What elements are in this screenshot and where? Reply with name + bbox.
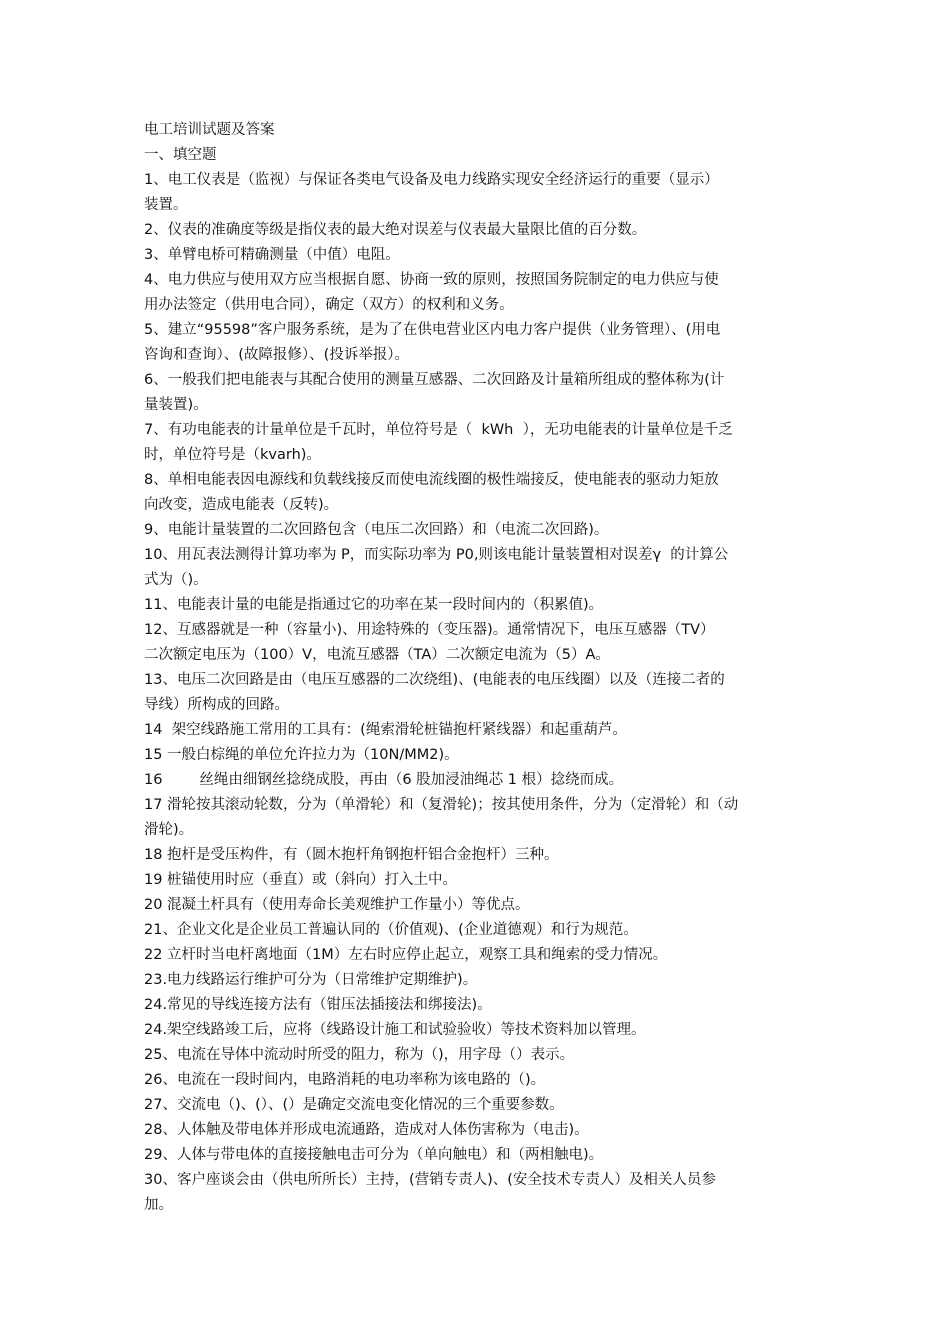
- question-line: 2、仪表的准确度等级是指仪表的最大绝对误差与仪表最大量限比值的百分数。: [144, 222, 647, 238]
- question-item: [144, 1068, 814, 1093]
- question-line: 20 混凝土杆具有（使用寿命长美观维护工作量小）等优点。: [144, 897, 530, 913]
- question-item: [144, 843, 814, 868]
- section-heading: 一、填空题: [144, 147, 217, 163]
- question-line: 向改变，造成电能表（反转)。: [144, 497, 339, 513]
- question-item: [144, 1018, 814, 1043]
- question-item: [144, 793, 814, 843]
- question-item: [144, 943, 814, 968]
- question-item: [144, 1143, 814, 1168]
- question-item: [144, 418, 814, 468]
- question-item: [144, 168, 814, 218]
- question-list: [144, 168, 814, 1218]
- question-line: 18 抱杆是受压构件，有（圆木抱杆角钢抱杆铝合金抱杆）三种。: [144, 847, 559, 863]
- question-item: [144, 743, 814, 768]
- question-item: [144, 318, 814, 368]
- question-line: 加。: [144, 1197, 173, 1213]
- question-line: 22 立杆时当电杆离地面（1M）左右时应停止起立，观察工具和绳索的受力情况。: [144, 947, 668, 963]
- question-line: 量装置)。: [144, 397, 208, 413]
- question-line: 14 架空线路施工常用的工具有：(绳索滑轮桩锚抱杆紧线器）和起重葫芦。: [144, 722, 627, 738]
- question-line: 23.电力线路运行维护可分为（日常维护定期维护)。: [144, 972, 478, 988]
- question-line: 13、电压二次回路是由（电压互感器的二次绕组)、(电能表的电压线圈）以及（连接二者的: [144, 672, 725, 688]
- question-line: 24.架空线路竣工后，应将（线路设计施工和试验验收）等技术资料加以管理。: [144, 1022, 646, 1038]
- question-item: [144, 968, 814, 993]
- question-line: 28、人体触及带电体并形成电流通路，造成对人体伤害称为（电击)。: [144, 1122, 589, 1138]
- question-item: [144, 268, 814, 318]
- question-item: [144, 1043, 814, 1068]
- question-item: [144, 1168, 814, 1218]
- question-line: 咨询和查询）、(故障报修）、(投诉举报）。: [144, 347, 410, 363]
- question-line: 4、电力供应与使用双方应当根据自愿、协商一致的原则，按照国务院制定的电力供应与使: [144, 272, 719, 288]
- question-item: [144, 918, 814, 943]
- question-line: 6、一般我们把电能表与其配合使用的测量互感器、二次回路及计量箱所组成的整体称为(计: [144, 372, 725, 388]
- question-item: [144, 668, 814, 718]
- question-line: 8、单相电能表因电源线和负载线接反而使电流线圈的极性端接反，使电能表的驱动力矩放: [144, 472, 719, 488]
- question-item: [144, 993, 814, 1018]
- question-item: [144, 243, 814, 268]
- question-line: 用办法签定（供用电合同），确定（双方）的权利和义务。: [144, 297, 514, 313]
- question-item: [144, 593, 814, 618]
- question-line: 26、电流在一段时间内，电路消耗的电功率称为该电路的（)。: [144, 1072, 546, 1088]
- question-item: [144, 218, 814, 243]
- question-line: 装置。: [144, 197, 188, 213]
- question-line: 10、用瓦表法测得计算功率为 P，而实际功率为 P0,则该电能计量装置相对误差γ 的计算公: [144, 547, 729, 563]
- question-line: 29、人体与带电体的直接接触电击可分为（单向触电）和（两相触电)。: [144, 1147, 604, 1163]
- document-page: [144, 118, 814, 1218]
- question-item: [144, 468, 814, 518]
- question-line: 时，单位符号是（kvarh)。: [144, 447, 321, 463]
- question-line: 24.常见的导线连接方法有（钳压法插接法和绑接法)。: [144, 997, 492, 1013]
- question-line: 5、建立“95598”客户服务系统，是为了在供电营业区内电力客户提供（业务管理）、(用电: [144, 322, 721, 338]
- question-item: [144, 1093, 814, 1118]
- question-item: [144, 618, 814, 668]
- question-line: 1、电工仪表是（监视）与保证各类电气设备及电力线路实现安全经济运行的重要（显示）: [144, 172, 719, 188]
- question-line: 17 滑轮按其滚动轮数，分为（单滑轮）和（复滑轮)；按其使用条件，分为（定滑轮）和（动: [144, 797, 739, 813]
- question-item: [144, 543, 814, 593]
- question-line: 15 一般白棕绳的单位允许拉力为（10N/MM2)。: [144, 747, 459, 763]
- question-line: 7、有功电能表的计量单位是千瓦时，单位符号是（ kWh ），无功电能表的计量单位是千乏: [144, 422, 733, 438]
- question-item: [144, 868, 814, 893]
- question-item: [144, 1118, 814, 1143]
- question-line: 27、交流电（)、(）、(）是确定交流电变化情况的三个重要参数。: [144, 1097, 564, 1113]
- question-line: 导线）所构成的回路。: [144, 697, 289, 713]
- question-line: 9、电能计量装置的二次回路包含（电压二次回路）和（电流二次回路)。: [144, 522, 609, 538]
- question-line: 16 丝绳由细钢丝捻绕成股，再由（6 股加浸油绳芯 1 根）捻绕而成。: [144, 772, 624, 788]
- question-item: [144, 368, 814, 418]
- question-line: 30、客户座谈会由（供电所所长）主持，(营销专责人)、(安全技术专责人）及相关人员参: [144, 1172, 716, 1188]
- question-item: [144, 768, 814, 793]
- question-line: 式为（)。: [144, 572, 208, 588]
- question-line: 11、电能表计量的电能是指通过它的功率在某一段时间内的（积累值)。: [144, 597, 604, 613]
- question-line: 二次额定电压为（100）V，电流互感器（TA）二次额定电流为（5）A。: [144, 647, 610, 663]
- question-line: 19 桩锚使用时应（垂直）或（斜向）打入土中。: [144, 872, 458, 888]
- question-line: 滑轮)。: [144, 822, 194, 838]
- question-line: 12、互感器就是一种（容量小)、用途特殊的（变压器)。通常情况下，电压互感器（TV）: [144, 622, 715, 638]
- question-line: 3、单臂电桥可精确测量（中值）电阻。: [144, 247, 400, 263]
- question-line: 21、企业文化是企业员工普遍认同的（价值观)、(企业道德观）和行为规范。: [144, 922, 638, 938]
- question-item: [144, 893, 814, 918]
- question-item: [144, 718, 814, 743]
- question-line: 25、电流在导体中流动时所受的阻力，称为（)，用字母（）表示。: [144, 1047, 575, 1063]
- question-item: [144, 518, 814, 543]
- document-title: 电工培训试题及答案: [144, 122, 275, 138]
